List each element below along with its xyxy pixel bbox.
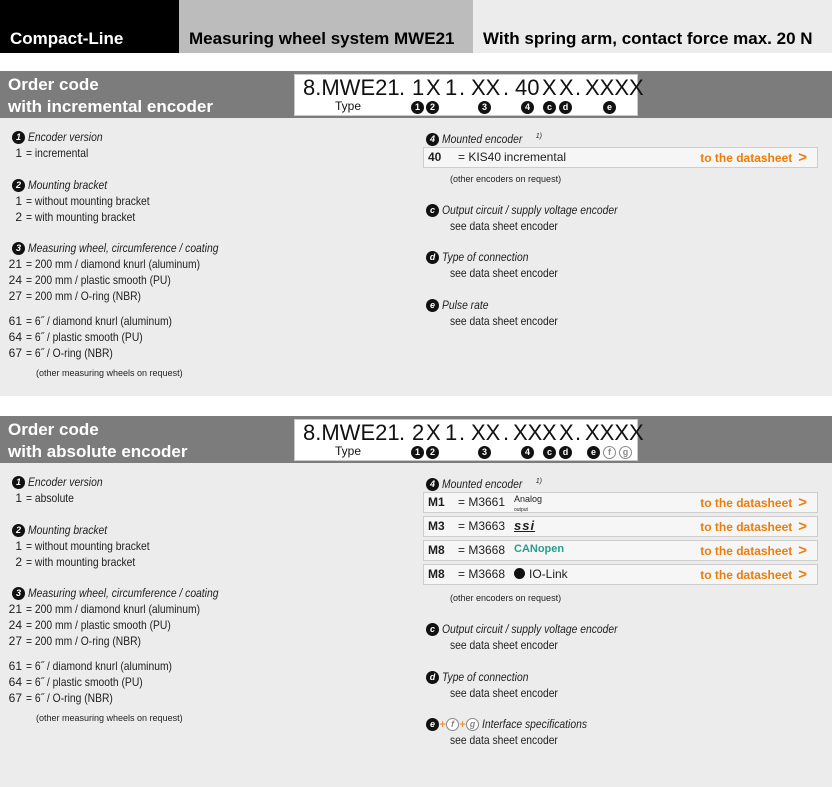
datasheet-link-label: to the datasheet: [700, 496, 793, 510]
heading-text: Pulse rate: [442, 298, 489, 312]
code-seg: .: [503, 420, 510, 445]
datasheet-link[interactable]: [700, 149, 807, 166]
encoders-note: (other encoders on request): [450, 174, 562, 184]
list-item: [0, 658, 196, 674]
bullet-4: 4: [426, 133, 439, 146]
item-value: = 6˝ / plastic smooth (PU): [26, 675, 143, 689]
item-value: = 200 mm / plastic smooth (PU): [26, 618, 171, 632]
encoder-code: 40: [428, 150, 442, 164]
list-item: [0, 617, 194, 633]
item-value: = without mounting bracket: [26, 194, 150, 208]
plus-sign: +: [459, 717, 467, 731]
list-item: [0, 313, 196, 329]
code-seg: XXXX: [585, 75, 644, 100]
header-line-text: Compact-Line: [10, 29, 124, 48]
encoder-model: = M3668: [458, 543, 506, 557]
list-item: [0, 554, 153, 570]
item-key: 27: [8, 634, 22, 648]
encoders-note: (other encoders on request): [450, 593, 562, 603]
wheels-note: (other measuring wheels on request): [36, 368, 183, 378]
datasheet-link[interactable]: [700, 566, 807, 583]
plus-sign: +: [439, 717, 447, 731]
interface-heading: [426, 716, 604, 732]
type-label: Type: [335, 99, 362, 113]
bullet-d: d: [426, 251, 439, 264]
heading-text: Mounted encoder: [442, 477, 523, 491]
list-item: [0, 674, 162, 690]
ssi-logo: ssi: [514, 518, 536, 533]
bullet-1: 1: [12, 131, 25, 144]
code-seg: 8.MWE21: [303, 75, 400, 100]
encoder-model: = KIS40: [458, 150, 502, 164]
datasheet-link-label: to the datasheet: [700, 520, 793, 534]
list-item: [0, 345, 127, 361]
bullet-3: 3: [12, 587, 25, 600]
code-seg: XX: [471, 420, 501, 445]
connection-text: [450, 265, 575, 281]
code-seg: 40: [515, 75, 540, 100]
item-key: 61: [8, 659, 22, 673]
interface-text: [450, 732, 575, 748]
header-line: [0, 0, 179, 53]
incremental-title-line1: Order code: [8, 75, 99, 94]
item-key: 64: [8, 330, 22, 344]
code-seg: .: [459, 75, 466, 100]
bullet-e: e: [426, 718, 439, 731]
bullet-1: 1: [411, 446, 424, 459]
encoder-row: [423, 540, 818, 561]
header-feature-text: With spring arm, contact force max. 20 N: [483, 29, 813, 48]
heading-text: Output circuit / supply voltage encoder: [442, 203, 618, 217]
code-seg: .: [575, 420, 582, 445]
logo-subtext: output: [514, 507, 528, 513]
code-seg: .: [399, 420, 406, 445]
wheels-note: (other measuring wheels on request): [36, 713, 183, 723]
output-circuit-heading: [426, 621, 646, 637]
output-circuit-text: [450, 637, 575, 653]
datasheet-link[interactable]: [700, 494, 807, 511]
item-value: = 200 mm / diamond knurl (aluminum): [26, 257, 201, 271]
measuring-wheel-heading: [12, 585, 250, 601]
item-key: 2: [15, 555, 22, 569]
mounting-bracket-heading: [12, 177, 120, 193]
code-seg: 1: [445, 420, 458, 445]
encoder-row: [423, 516, 818, 537]
bullet-c: c: [543, 101, 556, 114]
item-key: 21: [8, 257, 22, 271]
item-key: 61: [8, 314, 22, 328]
heading-text: Encoder version: [28, 130, 103, 144]
item-value: = 6˝ / diamond knurl (aluminum): [26, 314, 172, 328]
item-key: 27: [8, 289, 22, 303]
bullet-1: 1: [12, 476, 25, 489]
encoder-version-heading: [12, 129, 115, 145]
bullet-e: e: [426, 299, 439, 312]
heading-text: Mounted encoder: [442, 132, 523, 146]
chevron-right-icon: >: [798, 494, 807, 511]
item-key: 64: [8, 675, 22, 689]
datasheet-link[interactable]: [700, 518, 807, 535]
bullet-3: 3: [478, 446, 491, 459]
footnote-marker: 1): [535, 133, 542, 140]
code-seg: .: [575, 75, 582, 100]
code-seg: XX: [471, 75, 501, 100]
body-text: see data sheet encoder: [450, 266, 558, 280]
bullet-4: 4: [521, 101, 534, 114]
datasheet-link-label: to the datasheet: [700, 544, 793, 558]
code-seg: X: [542, 75, 557, 100]
header-product: [179, 0, 473, 53]
code-seg: .: [459, 420, 466, 445]
chevron-right-icon: >: [798, 149, 807, 166]
encoder-code: M8: [428, 543, 445, 557]
encoder-row: [423, 492, 818, 513]
incremental-section: [0, 71, 832, 396]
list-item: [0, 538, 170, 554]
item-value: = 200 mm / plastic smooth (PU): [26, 273, 171, 287]
mounted-encoder-heading: [426, 474, 542, 492]
code-seg: X: [542, 420, 557, 445]
chevron-right-icon: >: [798, 566, 807, 583]
bullet-3: 3: [478, 101, 491, 114]
heading-text: Mounting bracket: [28, 523, 108, 537]
bullet-4: 4: [521, 446, 534, 459]
bullet-d: d: [559, 101, 572, 114]
encoder-code: M8: [428, 567, 445, 581]
encoder-model: = M3661: [458, 495, 506, 509]
connection-heading: [426, 669, 543, 685]
list-item: [0, 145, 98, 161]
code-seg: X: [426, 420, 441, 445]
bullet-2: 2: [12, 179, 25, 192]
list-item: [0, 329, 162, 345]
list-item: [0, 209, 153, 225]
encoder-row: [423, 147, 818, 168]
footnote-marker: 1): [535, 478, 542, 485]
output-circuit-heading: [426, 202, 646, 218]
item-key: 1: [15, 491, 22, 505]
absolute-section: [0, 416, 832, 787]
item-value: = with mounting bracket: [26, 555, 136, 569]
chevron-right-icon: >: [798, 518, 807, 535]
encoder-code: M1: [428, 495, 445, 509]
list-item: [0, 490, 82, 506]
heading-text: Output circuit / supply voltage encoder: [442, 622, 618, 636]
chevron-right-icon: >: [798, 542, 807, 559]
heading-text: Encoder version: [28, 475, 103, 489]
output-circuit-text: [450, 218, 575, 234]
list-item: [0, 272, 194, 288]
bullet-2: 2: [426, 446, 439, 459]
item-value: = 200 mm / O-ring (NBR): [26, 289, 141, 303]
encoder-row: [423, 564, 818, 585]
code-seg: XX: [513, 420, 543, 445]
bullet-f: f: [603, 446, 616, 459]
bullet-3: 3: [12, 242, 25, 255]
heading-text: Type of connection: [442, 250, 529, 264]
encoder-type: incremental: [504, 150, 567, 164]
analog-output-logo: [514, 495, 542, 515]
encoder-model: = M3668: [458, 567, 506, 581]
absolute-title-line1: Order code: [8, 420, 99, 439]
canopen-logo: CANopen: [514, 543, 565, 555]
item-value: = 6˝ / diamond knurl (aluminum): [26, 659, 172, 673]
code-seg: 8.MWE21: [303, 420, 400, 445]
mounting-bracket-heading: [12, 522, 120, 538]
measuring-wheel-heading: [12, 240, 250, 256]
io-link-icon: [514, 568, 525, 579]
item-value: = 200 mm / O-ring (NBR): [26, 634, 141, 648]
incremental-order-code: [294, 74, 644, 116]
list-item: [0, 633, 160, 649]
code-seg: X: [426, 75, 441, 100]
encoder-model: = M3663: [458, 519, 506, 533]
item-value: = without mounting bracket: [26, 539, 150, 553]
item-value: = 200 mm / diamond knurl (aluminum): [26, 602, 201, 616]
list-item: [0, 193, 170, 209]
encoder-version-heading: [12, 474, 115, 490]
item-value: = 6˝ / O-ring (NBR): [26, 691, 113, 705]
code-seg: .: [503, 75, 510, 100]
pulse-rate-text: [450, 313, 575, 329]
item-key: 67: [8, 346, 22, 360]
item-key: 2: [15, 210, 22, 224]
list-item: [0, 256, 228, 272]
absolute-title-bar: [0, 416, 832, 463]
bullet-c: c: [426, 204, 439, 217]
bullet-c: c: [426, 623, 439, 636]
code-seg: 2: [412, 420, 425, 445]
heading-text: Mounting bracket: [28, 178, 108, 192]
bullet-g: g: [619, 446, 632, 459]
bullet-g: g: [466, 718, 479, 731]
item-key: 1: [15, 146, 22, 160]
connection-heading: [426, 249, 543, 265]
body-text: see data sheet encoder: [450, 638, 558, 652]
logo-text: IO-Link: [529, 567, 568, 581]
heading-text: Type of connection: [442, 670, 529, 684]
code-seg: 1: [412, 75, 425, 100]
heading-text: Measuring wheel, circumference / coating: [28, 241, 219, 255]
list-item: [0, 288, 160, 304]
heading-text: Measuring wheel, circumference / coating: [28, 586, 219, 600]
code-seg: .: [399, 75, 406, 100]
incremental-title-line2: with incremental encoder: [8, 97, 213, 116]
pulse-rate-heading: [426, 297, 496, 313]
bullet-2: 2: [426, 101, 439, 114]
item-value: = absolute: [26, 491, 74, 505]
incremental-title-bar: [0, 71, 832, 118]
logo-text: Analog: [514, 494, 543, 504]
bullet-e: e: [587, 446, 600, 459]
item-key: 1: [15, 194, 22, 208]
bullet-2: 2: [12, 524, 25, 537]
item-key: 1: [15, 539, 22, 553]
body-text: see data sheet encoder: [450, 686, 558, 700]
body-text: see data sheet encoder: [450, 219, 558, 233]
code-seg: X: [559, 75, 574, 100]
mounted-encoder-heading: [426, 129, 542, 147]
io-link-logo: [514, 567, 568, 581]
heading-text: Interface specifications: [482, 717, 588, 731]
type-label: Type: [335, 444, 362, 458]
item-value: = 6˝ / O-ring (NBR): [26, 346, 113, 360]
bullet-c: c: [543, 446, 556, 459]
absolute-title-line2: with absolute encoder: [8, 442, 188, 461]
connection-text: [450, 685, 575, 701]
item-key: 21: [8, 602, 22, 616]
header-feature: [473, 0, 832, 53]
bullet-4: 4: [426, 478, 439, 491]
bullet-d: d: [559, 446, 572, 459]
code-seg: XXXX: [585, 420, 644, 445]
bullet-1: 1: [411, 101, 424, 114]
list-item: [0, 690, 127, 706]
code-seg: 1: [445, 75, 458, 100]
body-text: see data sheet encoder: [450, 314, 558, 328]
absolute-order-code: [294, 419, 644, 461]
header-product-text: Measuring wheel system MWE21: [189, 29, 455, 48]
datasheet-link-label: to the datasheet: [700, 151, 793, 165]
item-value: = incremental: [26, 146, 89, 160]
item-key: 24: [8, 273, 22, 287]
bullet-f: f: [446, 718, 459, 731]
bullet-d: d: [426, 671, 439, 684]
item-key: 67: [8, 691, 22, 705]
body-text: see data sheet encoder: [450, 733, 558, 747]
datasheet-link[interactable]: [700, 542, 807, 559]
item-value: = with mounting bracket: [26, 210, 136, 224]
item-value: = 6˝ / plastic smooth (PU): [26, 330, 143, 344]
list-item: [0, 601, 228, 617]
encoder-code: M3: [428, 519, 445, 533]
datasheet-link-label: to the datasheet: [700, 568, 793, 582]
bullet-e: e: [603, 101, 616, 114]
item-key: 24: [8, 618, 22, 632]
code-seg: X: [559, 420, 574, 445]
